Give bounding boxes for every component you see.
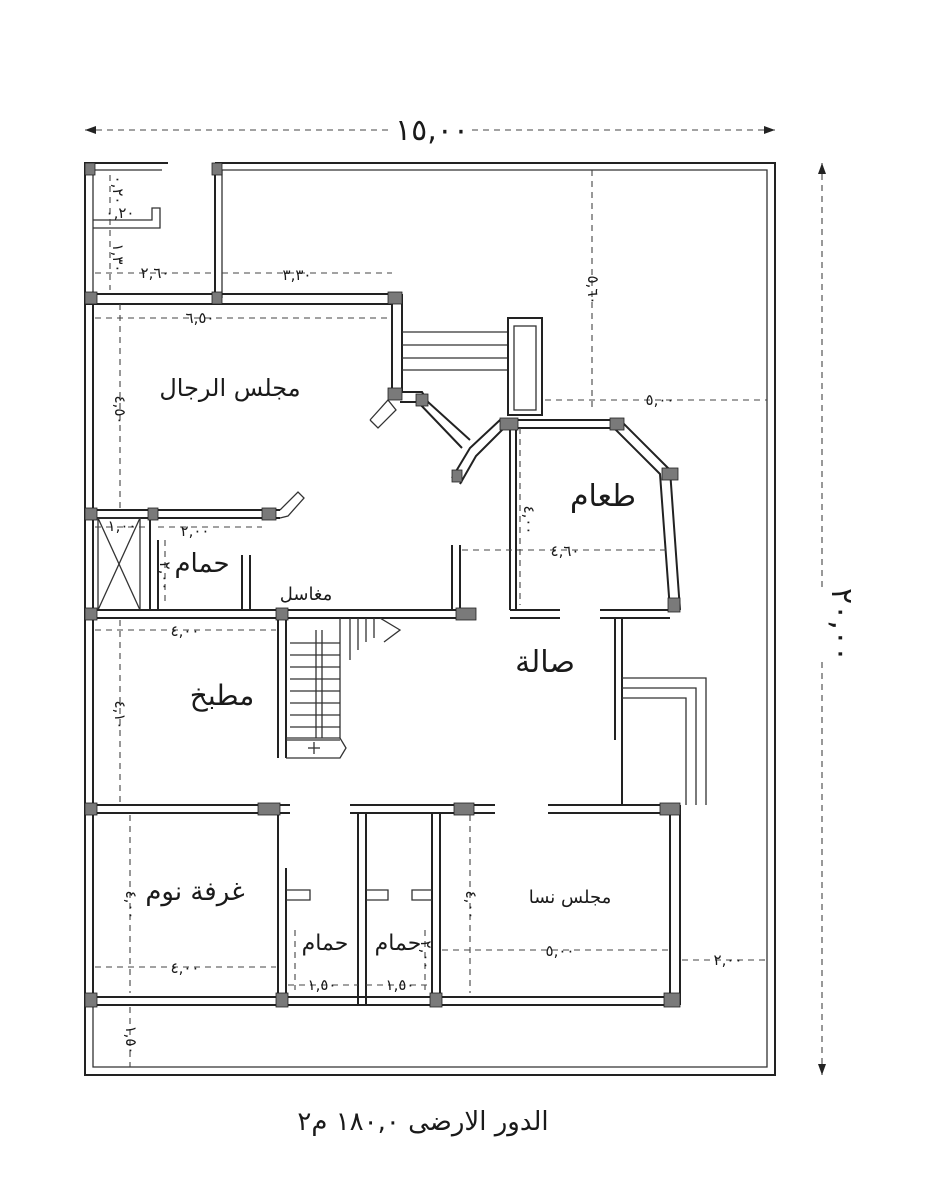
dim-top-a: ٠,٢٠: [109, 175, 127, 205]
dim-majlis-w: ٦,٥٠: [185, 309, 215, 327]
dim-small-b: ٢,٠٠: [180, 522, 210, 540]
room-maghasil: مغاسل: [279, 584, 333, 605]
dim-side-right: ٢,٠٠: [713, 951, 743, 969]
dim-top-b: ٠,٢٠: [105, 204, 135, 222]
room-majlis-nisa: مجلس نسا: [528, 887, 612, 908]
dim-hammam-h: ٢,٠٠: [156, 561, 174, 591]
dim-matbakh-h: ٤,١٠: [111, 700, 129, 730]
dim-nisa-w: ٥,٠٠: [545, 942, 575, 960]
room-majlis-rijal: مجلس الرجال: [159, 374, 301, 402]
room-hammam-top: حمام: [174, 549, 230, 579]
room-ghurfat-nawm: غرفة نوم: [145, 877, 245, 907]
room-matbakh: مطبخ: [189, 679, 255, 712]
dim-bath-1: ١,٥٠: [307, 976, 337, 994]
dim-total-height: ٢٠,٠٠: [824, 588, 859, 662]
dim-top-e: ٣,٣٠: [282, 266, 312, 284]
dim-ghurfa-w: ٤,٠٠: [170, 959, 200, 977]
dim-top-d: ٢,٦٠: [140, 264, 170, 282]
dim-bath-2: ١,٥٠: [385, 976, 415, 994]
room-labels: [145, 374, 636, 956]
dim-taam-h: ٤,٠٠: [520, 505, 538, 535]
dim-small-a: ١,٠٠: [107, 517, 137, 535]
dim-total-width: ١٥,٠٠: [395, 113, 469, 148]
dimension-labels: [106, 113, 859, 1054]
room-sala: صالة: [515, 645, 575, 680]
dimension-lines: [85, 126, 826, 1075]
dim-top-c: ١,٣٠: [109, 243, 127, 273]
room-hammam-1: حمام: [301, 931, 349, 956]
dim-nisa-h: ٤,٠٠: [462, 890, 480, 920]
room-taam: طعام: [569, 479, 637, 514]
dim-side-h: ٥,٦٠: [584, 275, 602, 305]
dim-bottom-left: ١,٥٠: [122, 1025, 140, 1055]
dim-matbakh-w: ٤,٠٠: [170, 622, 200, 640]
dim-side-w: ٥,٠٠: [645, 391, 675, 409]
dim-taam-w: ٤,٦٠: [550, 542, 580, 560]
dim-bath-h: ٢,٠٠: [417, 940, 435, 970]
staircase: [286, 618, 400, 758]
dim-majlis-h: ٤,٥٠: [111, 395, 129, 425]
room-hammam-2: حمام: [374, 931, 422, 956]
plan-caption: الدور الارضى ١٨٠,٠ م٢: [297, 1107, 549, 1137]
dim-ghurfa-h: ٤,٠٠: [122, 890, 140, 920]
